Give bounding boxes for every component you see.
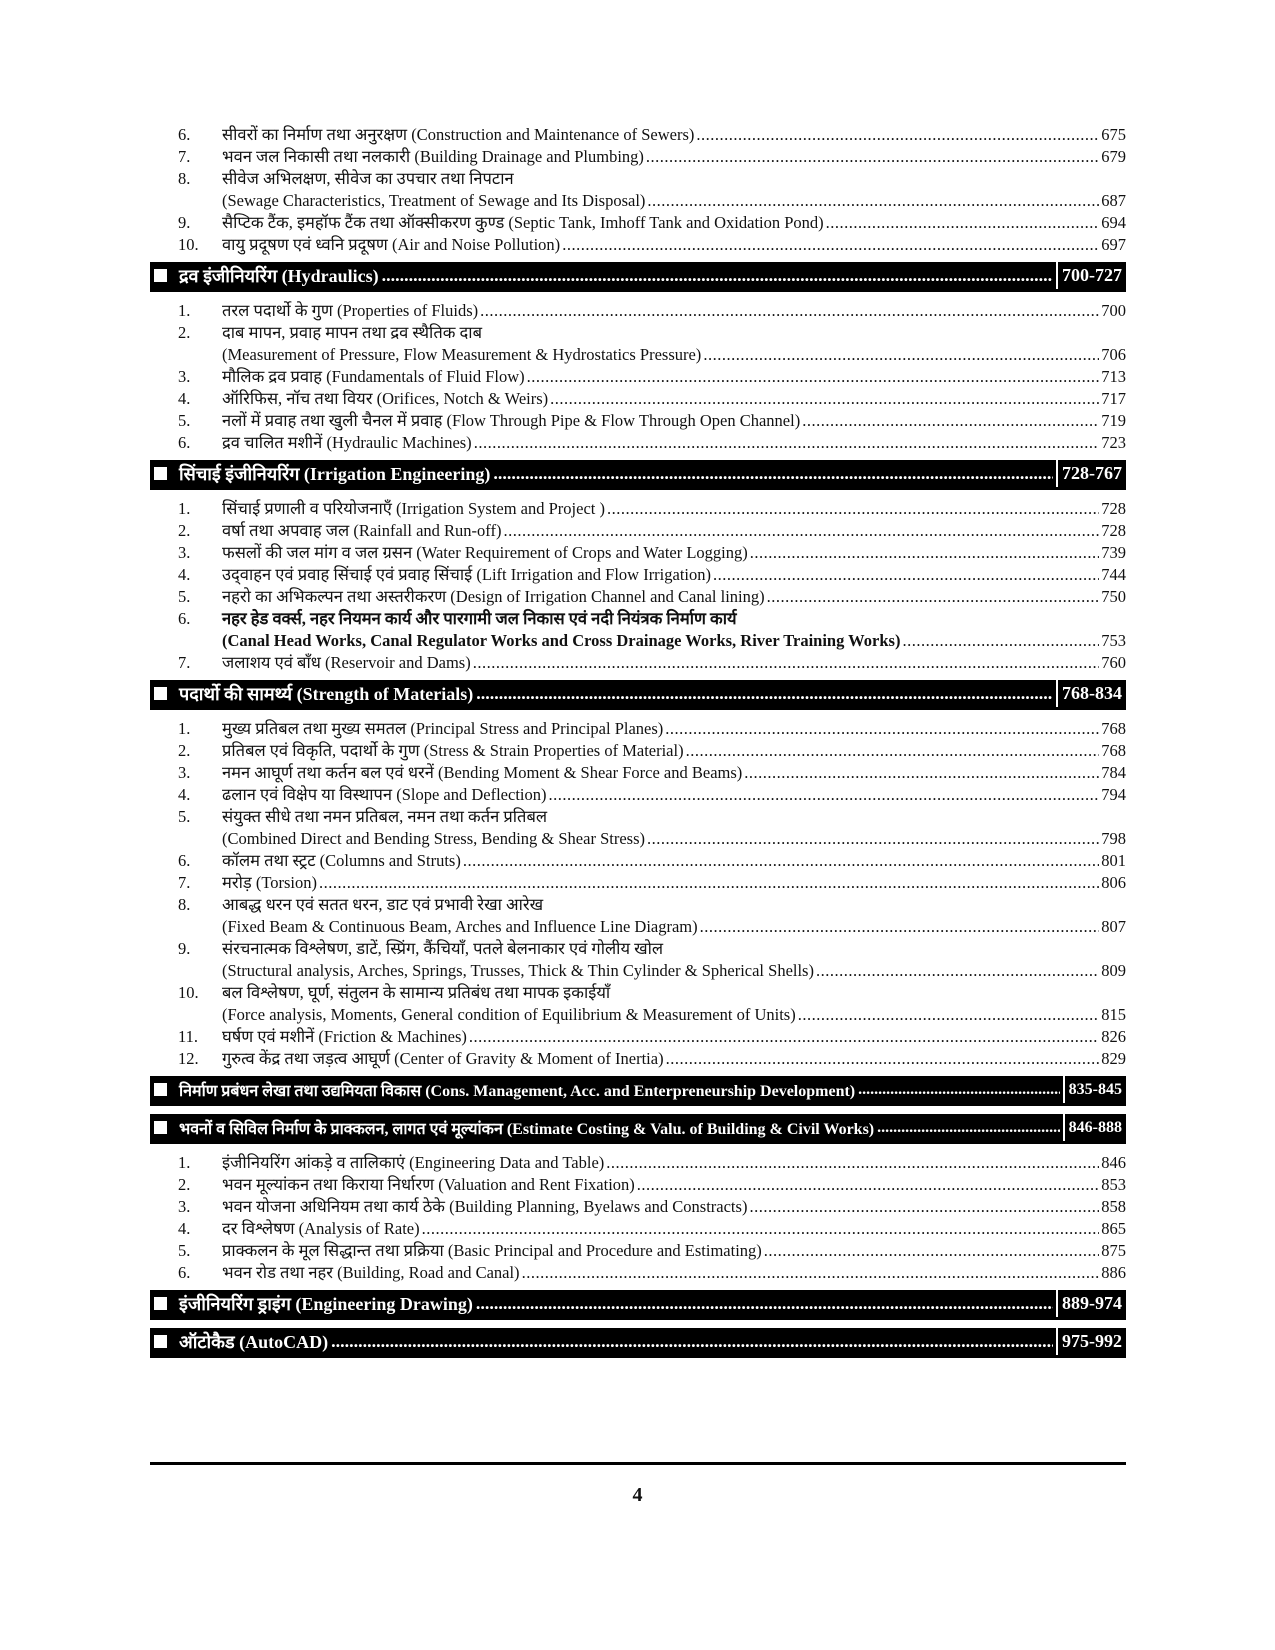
section-title: पदार्थो की सामर्थ्य (Strength of Materials) <box>179 683 474 704</box>
entry-page-number: 753 <box>1101 631 1126 650</box>
entry-page-number: 717 <box>1101 389 1126 408</box>
entry-page-number: 886 <box>1101 1263 1126 1282</box>
entry-number: 3. <box>178 543 191 562</box>
entry-number: 1. <box>178 301 191 320</box>
section-title: सिंचाई इंजीनियरिंग (Irrigation Engineering) <box>179 463 491 484</box>
entry-page-number: 694 <box>1101 213 1126 232</box>
dot-leader <box>700 916 1100 938</box>
entry-title: वर्षा तथा अपवाह जल (Rainfall and Run-off) <box>222 521 502 540</box>
square-bullet-icon <box>154 467 167 480</box>
section-page-range: 768-834 <box>1056 680 1126 707</box>
entry-page-number: 675 <box>1101 125 1126 144</box>
toc-entry <box>150 652 1126 674</box>
section-page-range: 835-845 <box>1063 1076 1126 1103</box>
entry-number: 4. <box>178 785 191 804</box>
entry-title: भवन जल निकासी तथा नलकारी (Building Drainage and Plumbing) <box>222 147 644 166</box>
entry-page-number: 760 <box>1101 653 1126 672</box>
toc-entry <box>150 806 1126 850</box>
dot-leader <box>798 1004 1100 1026</box>
entry-number: 10. <box>178 983 199 1002</box>
entry-number: 5. <box>178 807 191 826</box>
entry-page-number: 853 <box>1101 1175 1126 1194</box>
entry-title: नहरो का अभिकल्पन तथा अस्तरीकरण (Design of Irrigation Channel and Canal lining) <box>222 587 765 606</box>
dot-leader <box>522 1262 1100 1284</box>
entry-page-number: 829 <box>1101 1049 1126 1068</box>
entry-title: भवन रोड तथा नहर (Building, Road and Canal) <box>222 1263 520 1282</box>
entry-number: 1. <box>178 719 191 738</box>
toc-entry <box>150 762 1126 784</box>
dot-leader <box>646 146 1099 168</box>
entry-page-number: 798 <box>1101 829 1126 848</box>
section-page-range: 975-992 <box>1056 1328 1126 1355</box>
square-bullet-icon <box>154 1083 167 1096</box>
toc-entry <box>150 1048 1126 1070</box>
entry-page-number: 807 <box>1101 917 1126 936</box>
entry-title: जलाशय एवं बाँध (Reservoir and Dams) <box>222 653 471 672</box>
toc-entry <box>150 718 1126 740</box>
entry-page-number: 826 <box>1101 1027 1126 1046</box>
section-header <box>150 1328 1126 1358</box>
dot-leader <box>527 366 1100 388</box>
dot-leader <box>816 960 1099 982</box>
toc-entry <box>150 1026 1126 1048</box>
dot-leader <box>666 1048 1100 1070</box>
entry-page-number: 858 <box>1101 1197 1126 1216</box>
toc-entry <box>150 498 1126 520</box>
entry-title: भवन योजना अधिनियम तथा कार्य ठेके (Building Planning, Byelaws and Constracts) <box>222 1197 748 1216</box>
toc-entry <box>150 982 1126 1026</box>
entry-title: नमन आघूर्ण तथा कर्तन बल एवं धरनें (Bending Moment & Shear Force and Beams) <box>222 763 743 782</box>
dot-leader <box>331 1331 1053 1352</box>
entry-title: वायु प्रदूषण एवं ध्वनि प्रदूषण (Air and Noise Pollution) <box>222 235 561 254</box>
entry-title: फसलों की जल मांग व जल ग्रसन (Water Requirement of Crops and Water Logging) <box>222 543 748 562</box>
toc-entry <box>150 366 1126 388</box>
entry-number: 2. <box>178 521 191 540</box>
dot-leader <box>607 498 1099 520</box>
dot-leader <box>665 718 1099 740</box>
dot-leader <box>476 1293 1053 1314</box>
entry-title: कॉलम तथा स्ट्रट (Columns and Struts) <box>222 851 461 870</box>
entry-title: नलों में प्रवाह तथा खुली चैनल में प्रवाह (Flow Through Pipe & Flow Through Open Channel) <box>222 411 801 430</box>
entry-page-number: 809 <box>1101 961 1126 980</box>
entry-number: 4. <box>178 1219 191 1238</box>
section-title: इंजीनियरिंग ड्राइंग (Engineering Drawing) <box>179 1293 473 1314</box>
entry-page-number: 815 <box>1101 1005 1126 1024</box>
toc-entry <box>150 234 1126 256</box>
dot-leader <box>550 388 1099 410</box>
entry-title-line1: सीवेज अभिलक्षण, सीवेज का उपचार तथा निपटान <box>222 169 514 188</box>
entry-page-number: 739 <box>1101 543 1126 562</box>
entry-title: (Structural analysis, Arches, Springs, Trusses, Thick & Thin Cylinder & Spherical Shells) <box>222 961 814 980</box>
entry-title: सैप्टिक टैंक, इमहॉफ टैंक तथा ऑक्सीकरण कुण्ड (Septic Tank, Imhoff Tank and Oxidation Pond) <box>222 213 824 232</box>
entry-title: तरल पदार्थो के गुण (Properties of Fluids) <box>222 301 479 320</box>
dot-leader <box>750 542 1099 564</box>
entry-number: 1. <box>178 1153 191 1172</box>
section-page-range: 700-727 <box>1056 262 1126 289</box>
entry-number: 1. <box>178 499 191 518</box>
entry-title: द्रव चालित मशीनें (Hydraulic Machines) <box>222 433 472 452</box>
toc-entry <box>150 168 1126 212</box>
entry-number: 3. <box>178 1197 191 1216</box>
toc-entry <box>150 1196 1126 1218</box>
entry-page-number: 723 <box>1101 433 1126 452</box>
dot-leader <box>696 124 1099 146</box>
toc-entry <box>150 300 1126 322</box>
entry-page-number: 794 <box>1101 785 1126 804</box>
dot-leader <box>686 740 1100 762</box>
table-of-contents <box>150 124 1126 1366</box>
dot-leader <box>473 652 1100 674</box>
dot-leader <box>858 1081 1060 1099</box>
dot-leader <box>826 212 1100 234</box>
entry-number: 6. <box>178 125 191 144</box>
entry-number: 2. <box>178 741 191 760</box>
entry-title: सीवरों का निर्माण तथा अनुरक्षण (Construction and Maintenance of Sewers) <box>222 125 695 144</box>
section-title: ऑटोकैड (AutoCAD) <box>179 1331 329 1352</box>
entry-page-number: 719 <box>1101 411 1126 430</box>
section-header <box>150 460 1126 490</box>
entry-title: मौलिक द्रव प्रवाह (Fundamentals of Fluid Flow) <box>222 367 525 386</box>
dot-leader <box>562 234 1099 256</box>
section-header <box>150 1076 1126 1106</box>
dot-leader <box>549 784 1100 806</box>
entry-number: 6. <box>178 851 191 870</box>
toc-entry <box>150 740 1126 762</box>
dot-leader <box>474 432 1100 454</box>
entry-title: इंजीनियरिंग आंकड़े व तालिकाएं (Engineering Data and Table) <box>222 1153 605 1172</box>
dot-leader <box>422 1218 1100 1240</box>
dot-leader <box>744 762 1099 784</box>
toc-entry <box>150 410 1126 432</box>
entry-page-number: 768 <box>1101 741 1126 760</box>
section-title: निर्माण प्रबंधन लेखा तथा उद्यमियता विकास (Cons. Management, Acc. and Enterpreneurship Development) <box>179 1082 856 1100</box>
entry-page-number: 706 <box>1101 345 1126 364</box>
toc-entry <box>150 850 1126 872</box>
entry-page-number: 679 <box>1101 147 1126 166</box>
entry-title: उद्‌वाहन एवं प्रवाह सिंचाई एवं प्रवाह सिंचाई (Lift Irrigation and Flow Irrigation) <box>222 565 711 584</box>
entry-number: 9. <box>178 939 191 958</box>
dot-leader <box>319 872 1099 894</box>
entry-title: घर्षण एवं मशीनें (Friction & Machines) <box>222 1027 467 1046</box>
entry-number: 12. <box>178 1049 199 1068</box>
entry-number: 7. <box>178 147 191 166</box>
entry-number: 3. <box>178 763 191 782</box>
entry-number: 4. <box>178 389 191 408</box>
entry-title-line1: संरचनात्मक विश्लेषण, डाटें, स्प्रिंग, कैंचियाँ, पतले बेलनाकार एवं गोलीय खोल <box>222 939 664 958</box>
toc-entry <box>150 322 1126 366</box>
dot-leader <box>647 190 1099 212</box>
dot-leader <box>647 828 1099 850</box>
entry-number: 5. <box>178 411 191 430</box>
dot-leader <box>637 1174 1099 1196</box>
entry-number: 6. <box>178 1263 191 1282</box>
toc-entry <box>150 212 1126 234</box>
entry-page-number: 846 <box>1101 1153 1126 1172</box>
toc-entry <box>150 894 1126 938</box>
dot-leader <box>382 265 1053 286</box>
square-bullet-icon <box>154 269 167 282</box>
entry-number: 10. <box>178 235 199 254</box>
entry-number: 7. <box>178 873 191 892</box>
dot-leader <box>476 683 1053 704</box>
toc-entry <box>150 146 1126 168</box>
section-page-range: 846-888 <box>1063 1114 1126 1141</box>
entry-number: 8. <box>178 169 191 188</box>
entry-title: दर विश्लेषण (Analysis of Rate) <box>222 1219 420 1238</box>
entry-page-number: 750 <box>1101 587 1126 606</box>
entry-page-number: 806 <box>1101 873 1126 892</box>
entry-title-line1: बल विश्लेषण, घूर्ण, संतुलन के सामान्य प्रतिबंध तथा मापक इकाईयाँ <box>222 983 611 1002</box>
dot-leader <box>469 1026 1099 1048</box>
toc-entry <box>150 938 1126 982</box>
entry-title: (Measurement of Pressure, Flow Measurement & Hydrostatics Pressure) <box>222 345 702 364</box>
section-title: भवनों व सिविल निर्माण के प्राक्कलन, लागत एवं मूल्यांकन (Estimate Costing & Valu. of Building & Civil Works) <box>179 1120 875 1138</box>
section-header <box>150 680 1126 710</box>
toc-entry <box>150 520 1126 542</box>
section-header <box>150 1290 1126 1320</box>
entry-page-number: 728 <box>1101 499 1126 518</box>
dot-leader <box>767 586 1100 608</box>
entry-number: 8. <box>178 895 191 914</box>
entry-title: (Force analysis, Moments, General condition of Equilibrium & Measurement of Units) <box>222 1005 796 1024</box>
toc-entry <box>150 608 1126 652</box>
entry-number: 9. <box>178 213 191 232</box>
entry-title: गुरुत्व केंद्र तथा जड़त्व आघूर्ण (Center of Gravity & Moment of Inertia) <box>222 1049 664 1068</box>
entry-page-number: 687 <box>1101 191 1126 210</box>
entry-title: ढलान एवं विक्षेप या विस्थापन (Slope and Deflection) <box>222 785 547 804</box>
entry-title: प्रतिबल एवं विकृति, पदार्थो के गुण (Stress & Strain Properties of Material) <box>222 741 684 760</box>
entry-page-number: 784 <box>1101 763 1126 782</box>
entry-title: (Combined Direct and Bending Stress, Bending & Shear Stress) <box>222 829 645 848</box>
toc-entry <box>150 586 1126 608</box>
entry-page-number: 875 <box>1101 1241 1126 1260</box>
section-header <box>150 262 1126 292</box>
entry-number: 5. <box>178 587 191 606</box>
dot-leader <box>493 463 1053 484</box>
dot-leader <box>463 850 1099 872</box>
toc-entry <box>150 1262 1126 1284</box>
entry-title: (Sewage Characteristics, Treatment of Sewage and Its Disposal) <box>222 191 646 210</box>
dot-leader <box>703 344 1099 366</box>
entry-title: सिंचाई प्रणाली व परियोजनाएँ (Irrigation System and Project ) <box>222 499 605 518</box>
entry-number: 2. <box>178 323 191 342</box>
entry-title-line1: आबद्ध धरन एवं सतत धरन, डाट एवं प्रभावी रेखा आरेख <box>222 895 544 914</box>
entry-page-number: 728 <box>1101 521 1126 540</box>
square-bullet-icon <box>154 687 167 700</box>
toc-entry <box>150 1152 1126 1174</box>
section-header <box>150 1114 1126 1144</box>
entry-title: भवन मूल्यांकन तथा किराया निर्धारण (Valuation and Rent Fixation) <box>222 1175 635 1194</box>
entry-title: प्राक्कलन के मूल सिद्धान्त तथा प्रक्रिया (Basic Principal and Procedure and Estimating) <box>222 1241 762 1260</box>
dot-leader <box>802 410 1099 432</box>
entry-title-line1: दाब मापन, प्रवाह मापन तथा द्रव स्थैतिक दाब <box>222 323 482 342</box>
entry-number: 2. <box>178 1175 191 1194</box>
toc-entry <box>150 1218 1126 1240</box>
entry-number: 4. <box>178 565 191 584</box>
section-page-range: 728-767 <box>1056 460 1126 487</box>
toc-entry <box>150 432 1126 454</box>
toc-entry <box>150 542 1126 564</box>
dot-leader <box>764 1240 1099 1262</box>
entry-number: 11. <box>178 1027 199 1046</box>
entry-number: 3. <box>178 367 191 386</box>
entry-title: मरोड़ (Torsion) <box>222 873 318 892</box>
entry-page-number: 697 <box>1101 235 1126 254</box>
toc-entry <box>150 1240 1126 1262</box>
entry-title: मुख्य प्रतिबल तथा मुख्य समतल (Principal Stress and Principal Planes) <box>222 719 664 738</box>
square-bullet-icon <box>154 1121 167 1134</box>
toc-entry <box>150 124 1126 146</box>
dot-leader <box>902 630 1099 652</box>
entry-title: (Canal Head Works, Canal Regulator Works and Cross Drainage Works, River Training Works) <box>222 631 901 650</box>
entry-number: 7. <box>178 653 191 672</box>
toc-entry <box>150 784 1126 806</box>
toc-entry <box>150 564 1126 586</box>
dot-leader <box>749 1196 1099 1218</box>
section-title: द्रव इंजीनियरिंग (Hydraulics) <box>179 265 379 286</box>
dot-leader <box>713 564 1099 586</box>
dot-leader <box>503 520 1099 542</box>
entry-number: 6. <box>178 433 191 452</box>
entry-page-number: 744 <box>1101 565 1126 584</box>
square-bullet-icon <box>154 1335 167 1348</box>
section-page-range: 889-974 <box>1056 1290 1126 1317</box>
entry-title: (Fixed Beam & Continuous Beam, Arches and Influence Line Diagram) <box>222 917 698 936</box>
toc-entry <box>150 872 1126 894</box>
toc-entry <box>150 1174 1126 1196</box>
entry-page-number: 865 <box>1101 1219 1126 1238</box>
entry-title: ऑरिफिस, नॉच तथा वियर (Orifices, Notch & Weirs) <box>222 389 549 408</box>
entry-title-line1: नहर हेड वर्क्स, नहर नियमन कार्य और पारगामी जल निकास एवं नदी नियंत्रक निर्माण कार्य <box>222 609 737 628</box>
square-bullet-icon <box>154 1297 167 1310</box>
dot-leader <box>606 1152 1099 1174</box>
entry-number: 6. <box>178 609 191 628</box>
dot-leader <box>480 300 1099 322</box>
page-number: 4 <box>632 1484 643 1506</box>
entry-page-number: 700 <box>1101 301 1126 320</box>
footer-rule <box>150 1462 1126 1465</box>
entry-page-number: 768 <box>1101 719 1126 738</box>
toc-entry <box>150 388 1126 410</box>
entry-page-number: 713 <box>1101 367 1126 386</box>
entry-title-line1: संयुक्त सीधे तथा नमन प्रतिबल, नमन तथा कर्तन प्रतिबल <box>222 807 548 826</box>
dot-leader <box>877 1119 1060 1137</box>
entry-page-number: 801 <box>1101 851 1126 870</box>
entry-number: 5. <box>178 1241 191 1260</box>
